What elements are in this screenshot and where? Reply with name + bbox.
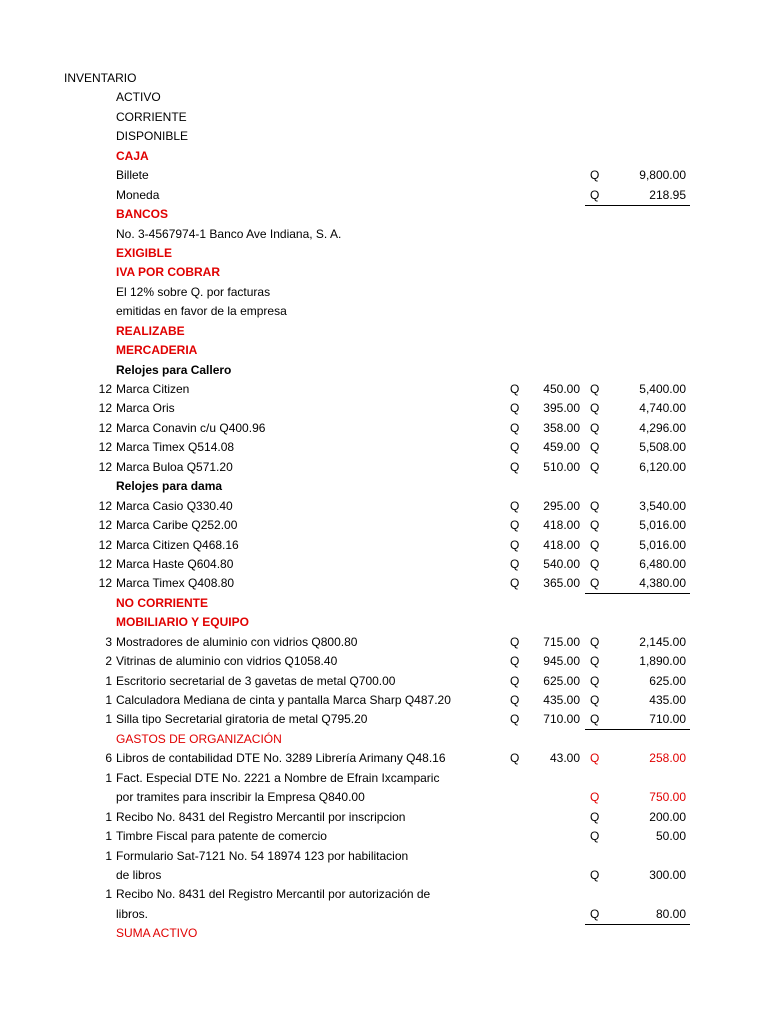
bancos-heading: BANCOS xyxy=(116,207,169,222)
row-desc: Silla tipo Secretarial giratoria de metal Q795.20 xyxy=(116,712,368,727)
currency-symbol: Q xyxy=(590,751,600,766)
table-row xyxy=(0,885,768,904)
currency-symbol: Q xyxy=(510,654,520,669)
row-desc: Moneda xyxy=(116,187,160,202)
mercaderia-heading: MERCADERIA xyxy=(116,343,198,358)
row-total: 50.00 xyxy=(655,829,686,844)
row-desc-continued: por tramites para inscribir la Empresa Q840.00 xyxy=(116,790,365,805)
row-qty: 6 xyxy=(105,751,112,766)
table-row xyxy=(0,710,768,729)
row-desc: Formulario Sat-7121 No. 54 18974 123 por habilitacion xyxy=(116,848,409,863)
currency-symbol: Q xyxy=(590,440,600,455)
currency-symbol: Q xyxy=(510,459,520,474)
currency-symbol: Q xyxy=(510,440,520,455)
currency-symbol: Q xyxy=(590,382,600,396)
table-row xyxy=(0,749,768,768)
currency-symbol: Q xyxy=(590,712,600,727)
row-total: 258.00 xyxy=(649,751,686,766)
table-row xyxy=(0,633,768,652)
currency-symbol: Q xyxy=(510,537,520,552)
currency-symbol: Q xyxy=(590,518,600,533)
row-total: 80.00 xyxy=(655,906,686,921)
currency-symbol: Q xyxy=(510,634,520,649)
table-row xyxy=(0,399,768,418)
row-qty: 12 xyxy=(98,459,112,474)
row-total: 3,540.00 xyxy=(639,498,686,513)
iva-heading: IVA POR COBRAR xyxy=(116,265,221,280)
row-total: 710.00 xyxy=(649,712,686,727)
currency-symbol: Q xyxy=(590,576,600,591)
table-row xyxy=(0,497,768,516)
row-total: 300.00 xyxy=(649,867,686,882)
table-row xyxy=(0,380,768,399)
row-qty: 12 xyxy=(98,420,112,435)
currency-symbol: Q xyxy=(510,556,520,571)
row-unit: 365.00 xyxy=(543,576,580,591)
currency-symbol: Q xyxy=(510,420,520,435)
row-unit: 459.00 xyxy=(543,440,580,455)
row-qty: 12 xyxy=(98,537,112,552)
row-total: 6,120.00 xyxy=(639,459,686,474)
table-row xyxy=(0,555,768,574)
row-total: 6,480.00 xyxy=(639,556,686,571)
row-desc: Marca Citizen Q468.16 xyxy=(116,537,239,552)
iva-line-1: El 12% sobre Q. por facturas xyxy=(116,284,271,299)
row-desc: Marca Caribe Q252.00 xyxy=(116,518,238,533)
currency-symbol: Q xyxy=(510,751,520,766)
currency-symbol: Q xyxy=(590,401,600,416)
table-row xyxy=(0,458,768,477)
row-total: 5,400.00 xyxy=(639,382,686,396)
row-total: 4,380.00 xyxy=(639,576,686,591)
currency-symbol: Q xyxy=(590,459,600,474)
row-desc: Libros de contabilidad DTE No. 3289 Librería Arimany Q48.16 xyxy=(116,751,446,766)
disponible-heading: DISPONIBLE xyxy=(116,129,189,144)
currency-symbol: Q xyxy=(510,401,520,416)
corriente-heading: CORRIENTE xyxy=(116,109,187,124)
row-total: 750.00 xyxy=(649,790,686,805)
row-total: 1,890.00 xyxy=(639,654,686,669)
currency-symbol: Q xyxy=(590,420,600,435)
row-qty: 1 xyxy=(105,829,112,844)
row-desc: Marca Casio Q330.40 xyxy=(116,498,233,513)
group-title: Relojes para Callero xyxy=(116,362,232,377)
table-row xyxy=(0,808,768,827)
row-unit: 450.00 xyxy=(543,382,580,396)
row-unit: 945.00 xyxy=(543,654,580,669)
row-desc: Mostradores de aluminio con vidrios Q800.80 xyxy=(116,634,358,649)
table-row xyxy=(0,166,768,185)
row-unit: 43.00 xyxy=(549,751,580,766)
row-desc: Vitrinas de aluminio con vidrios Q1058.40 xyxy=(116,654,338,669)
row-qty: 2 xyxy=(105,654,112,669)
exigible-heading: EXIGIBLE xyxy=(116,245,173,260)
no-corriente-heading: NO CORRIENTE xyxy=(116,595,209,610)
currency-symbol: Q xyxy=(590,673,600,688)
currency-symbol: Q xyxy=(510,576,520,591)
row-desc: Calculadora Mediana de cinta y pantalla Marca Sharp Q487.20 xyxy=(116,693,451,707)
inventory-title: INVENTARIO xyxy=(64,71,137,85)
row-desc-continued: de libros xyxy=(116,867,162,882)
row-total: 5,508.00 xyxy=(639,440,686,455)
row-qty: 1 xyxy=(105,809,112,824)
currency-symbol: Q xyxy=(510,693,520,707)
row-total: 5,016.00 xyxy=(639,537,686,552)
row-desc: Marca Conavin c/u Q400.96 xyxy=(116,420,266,435)
row-unit: 510.00 xyxy=(543,459,580,474)
currency-symbol: Q xyxy=(590,556,600,571)
table-row xyxy=(0,905,768,924)
bancos-account: No. 3-4567974-1 Banco Ave Indiana, S. A. xyxy=(116,226,342,241)
row-qty: 12 xyxy=(98,556,112,571)
gastos-heading: GASTOS DE ORGANIZACIÓN xyxy=(116,731,282,746)
currency-symbol: Q xyxy=(590,537,600,552)
row-total: 4,296.00 xyxy=(639,420,686,435)
row-qty: 3 xyxy=(105,634,112,649)
currency-symbol: Q xyxy=(590,829,600,844)
row-qty: 1 xyxy=(105,887,112,902)
iva-line-2: emitidas en favor de la empresa xyxy=(116,304,287,319)
row-total: 2,145.00 xyxy=(639,634,686,649)
row-desc: Fact. Especial DTE No. 2221 a Nombre de Efrain Ixcamparic xyxy=(116,770,440,785)
currency-symbol: Q xyxy=(510,673,520,688)
row-qty: 1 xyxy=(105,693,112,707)
currency-symbol: Q xyxy=(510,712,520,727)
row-unit: 358.00 xyxy=(543,420,580,435)
table-row xyxy=(0,536,768,555)
currency-symbol: Q xyxy=(590,168,600,183)
row-total: 435.00 xyxy=(649,693,686,707)
table-row xyxy=(0,652,768,671)
row-total: 200.00 xyxy=(649,809,686,824)
table-row xyxy=(0,827,768,846)
table-row xyxy=(0,847,768,866)
row-qty: 12 xyxy=(98,498,112,513)
row-qty: 12 xyxy=(98,518,112,533)
table-row xyxy=(0,574,768,593)
currency-symbol: Q xyxy=(590,790,600,805)
table-row xyxy=(0,186,768,205)
table-row xyxy=(0,866,768,885)
row-unit: 435.00 xyxy=(543,693,580,707)
currency-symbol: Q xyxy=(510,382,520,396)
row-desc: Marca Buloa Q571.20 xyxy=(116,459,233,474)
row-total: 4,740.00 xyxy=(639,401,686,416)
currency-symbol: Q xyxy=(590,809,600,824)
row-desc: Marca Timex Q408.80 xyxy=(116,576,235,591)
row-total: 218.95 xyxy=(649,187,686,202)
mobiliario-heading: MOBILIARIO Y EQUIPO xyxy=(116,615,249,630)
row-unit: 395.00 xyxy=(543,401,580,416)
row-total: 5,016.00 xyxy=(639,518,686,533)
table-row xyxy=(0,438,768,457)
row-qty: 12 xyxy=(98,440,112,455)
currency-symbol: Q xyxy=(590,187,600,202)
row-unit: 295.00 xyxy=(543,498,580,513)
row-desc: Marca Haste Q604.80 xyxy=(116,556,234,571)
currency-symbol: Q xyxy=(510,498,520,513)
row-unit: 710.00 xyxy=(543,712,580,727)
currency-symbol: Q xyxy=(590,654,600,669)
row-total: 9,800.00 xyxy=(639,168,686,183)
currency-symbol: Q xyxy=(590,634,600,649)
table-row xyxy=(0,788,768,807)
inventory-sheet xyxy=(0,69,768,944)
row-desc: Marca Citizen xyxy=(116,382,190,396)
row-unit: 625.00 xyxy=(543,673,580,688)
group-title: Relojes para dama xyxy=(116,479,223,494)
row-desc: Marca Timex Q514.08 xyxy=(116,440,235,455)
currency-symbol: Q xyxy=(590,498,600,513)
row-unit: 540.00 xyxy=(543,556,580,571)
row-desc: Recibo No. 8431 del Registro Mercantil por inscripcion xyxy=(116,809,406,824)
row-desc: Escritorio secretarial de 3 gavetas de metal Q700.00 xyxy=(116,673,396,688)
row-desc: Billete xyxy=(116,168,149,183)
caja-heading: CAJA xyxy=(116,148,149,163)
row-qty: 1 xyxy=(105,848,112,863)
table-row xyxy=(0,516,768,535)
realizable-heading: REALIZABE xyxy=(116,323,185,338)
row-desc: Recibo No. 8431 del Registro Mercantil por autorización de xyxy=(116,887,431,902)
row-qty: 12 xyxy=(98,401,112,416)
row-qty: 1 xyxy=(105,673,112,688)
title-row xyxy=(0,69,768,88)
suma-activo-label: SUMA ACTIVO xyxy=(116,926,198,941)
row-total: 625.00 xyxy=(649,673,686,688)
currency-symbol: Q xyxy=(590,867,600,882)
row-unit: 418.00 xyxy=(543,518,580,533)
row-desc: Timbre Fiscal para patente de comercio xyxy=(116,829,327,844)
row-desc-continued: libros. xyxy=(116,906,149,921)
currency-symbol: Q xyxy=(510,518,520,533)
table-row xyxy=(0,691,768,710)
row-desc: Marca Oris xyxy=(116,401,175,416)
row-qty: 1 xyxy=(105,770,112,785)
row-unit: 418.00 xyxy=(543,537,580,552)
activo-heading: ACTIVO xyxy=(116,90,161,105)
row-unit: 715.00 xyxy=(543,634,580,649)
currency-symbol: Q xyxy=(590,693,600,707)
currency-symbol: Q xyxy=(590,906,600,921)
row-qty: 12 xyxy=(98,576,112,591)
table-row xyxy=(0,419,768,438)
row-qty: 1 xyxy=(105,712,112,727)
table-row xyxy=(0,769,768,788)
table-row xyxy=(0,672,768,691)
row-qty: 12 xyxy=(98,382,112,396)
